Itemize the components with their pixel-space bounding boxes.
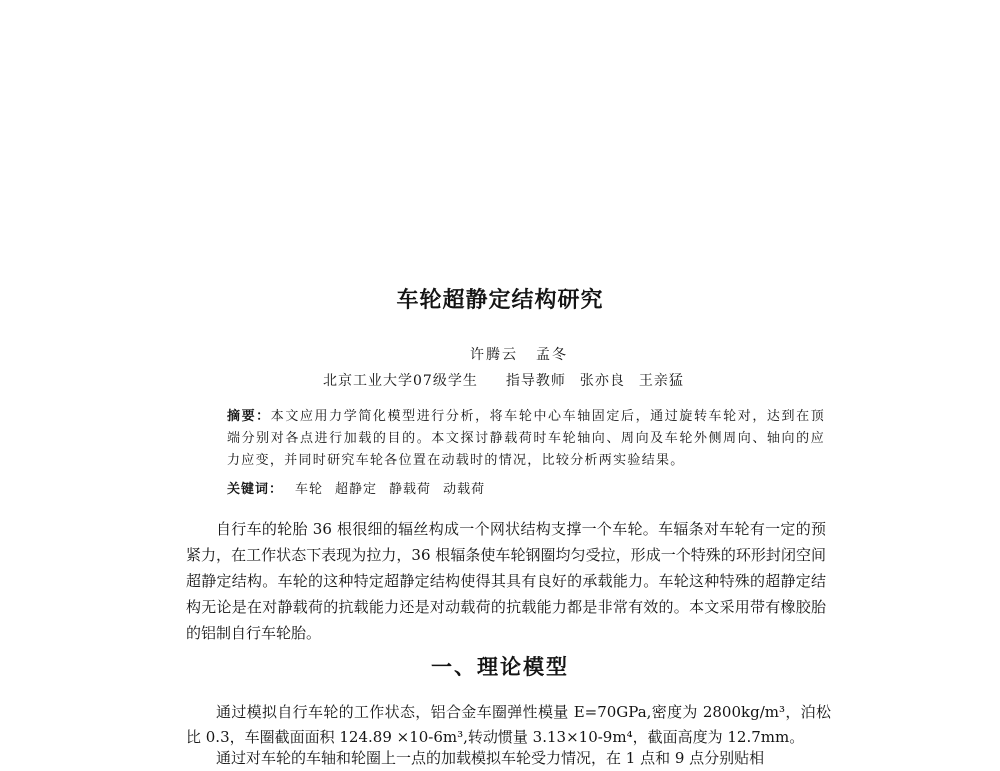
section-paragraph: 通过模拟自行车轮的工作状态，铝合金车圈弹性模量 E=70GPa,密度为 2800kg/m³，泊松比 0.3，车圈截面面积 124.89 ×10-6m³,转动惯量 3.13×10-9m⁴，截面高度为 12.7mm。 <box>186 703 831 746</box>
advisor-label: 指导教师 <box>505 373 566 389</box>
keyword: 动载荷 <box>443 482 486 497</box>
keyword: 车轮 <box>295 482 324 497</box>
affiliation-school: 北京工业大学07级学生 <box>323 373 478 389</box>
author-name: 孟冬 <box>536 347 568 363</box>
abstract-text: 本文应用力学简化模型进行分析，将车轮中心车轴固定后，通过旋转车轮对，达到在顶端分别对各点进行加载的目的。本文探讨静载荷时车轮轴向、周向及车轮外侧周向、轴向的应力应变，并同时研究车轮各位置在动载时的情况，比较分析两实验结果。 <box>227 409 825 468</box>
paper-title: 车轮超静定结构研究 <box>396 288 604 313</box>
advisor-name: 王亲猛 <box>638 373 684 389</box>
author-name: 许腾云 <box>470 347 518 363</box>
section-heading: 一、理论模型 <box>431 654 569 679</box>
abstract-label: 摘要： <box>227 409 271 424</box>
advisor-name: 张亦良 <box>579 373 625 389</box>
keywords-label: 关键词： <box>227 482 284 497</box>
intro-paragraph: 自行车的轮胎 36 根很细的辐丝构成一个网状结构支撑一个车轮。车辐条对车轮有一定的预紧力，在工作状态下表现为拉力，36 根辐条使车轮钢圈均匀受拉，形成一个特殊的环形封闭空间超静定结构。车轮的这种特定超静定结构使得其具有良好的承载能力。车轮这种特殊的超静定结构无论是在对静载荷的抗载能力还是对动载荷的抗载能力都是非常有效的。本文采用带有橡胶胎的铝制自行车轮胎。 <box>186 520 826 642</box>
keywords <box>227 478 485 497</box>
author-list <box>470 344 568 364</box>
keyword: 超静定 <box>335 482 378 497</box>
keyword: 静载荷 <box>389 482 432 497</box>
abstract <box>227 406 825 472</box>
affiliation-line <box>323 370 684 390</box>
section-paragraph: 通过对车轮的车轴和轮圈上一点的加载模拟车轮受力情况，在 1 点和 9 点分别贴相 <box>216 749 765 767</box>
